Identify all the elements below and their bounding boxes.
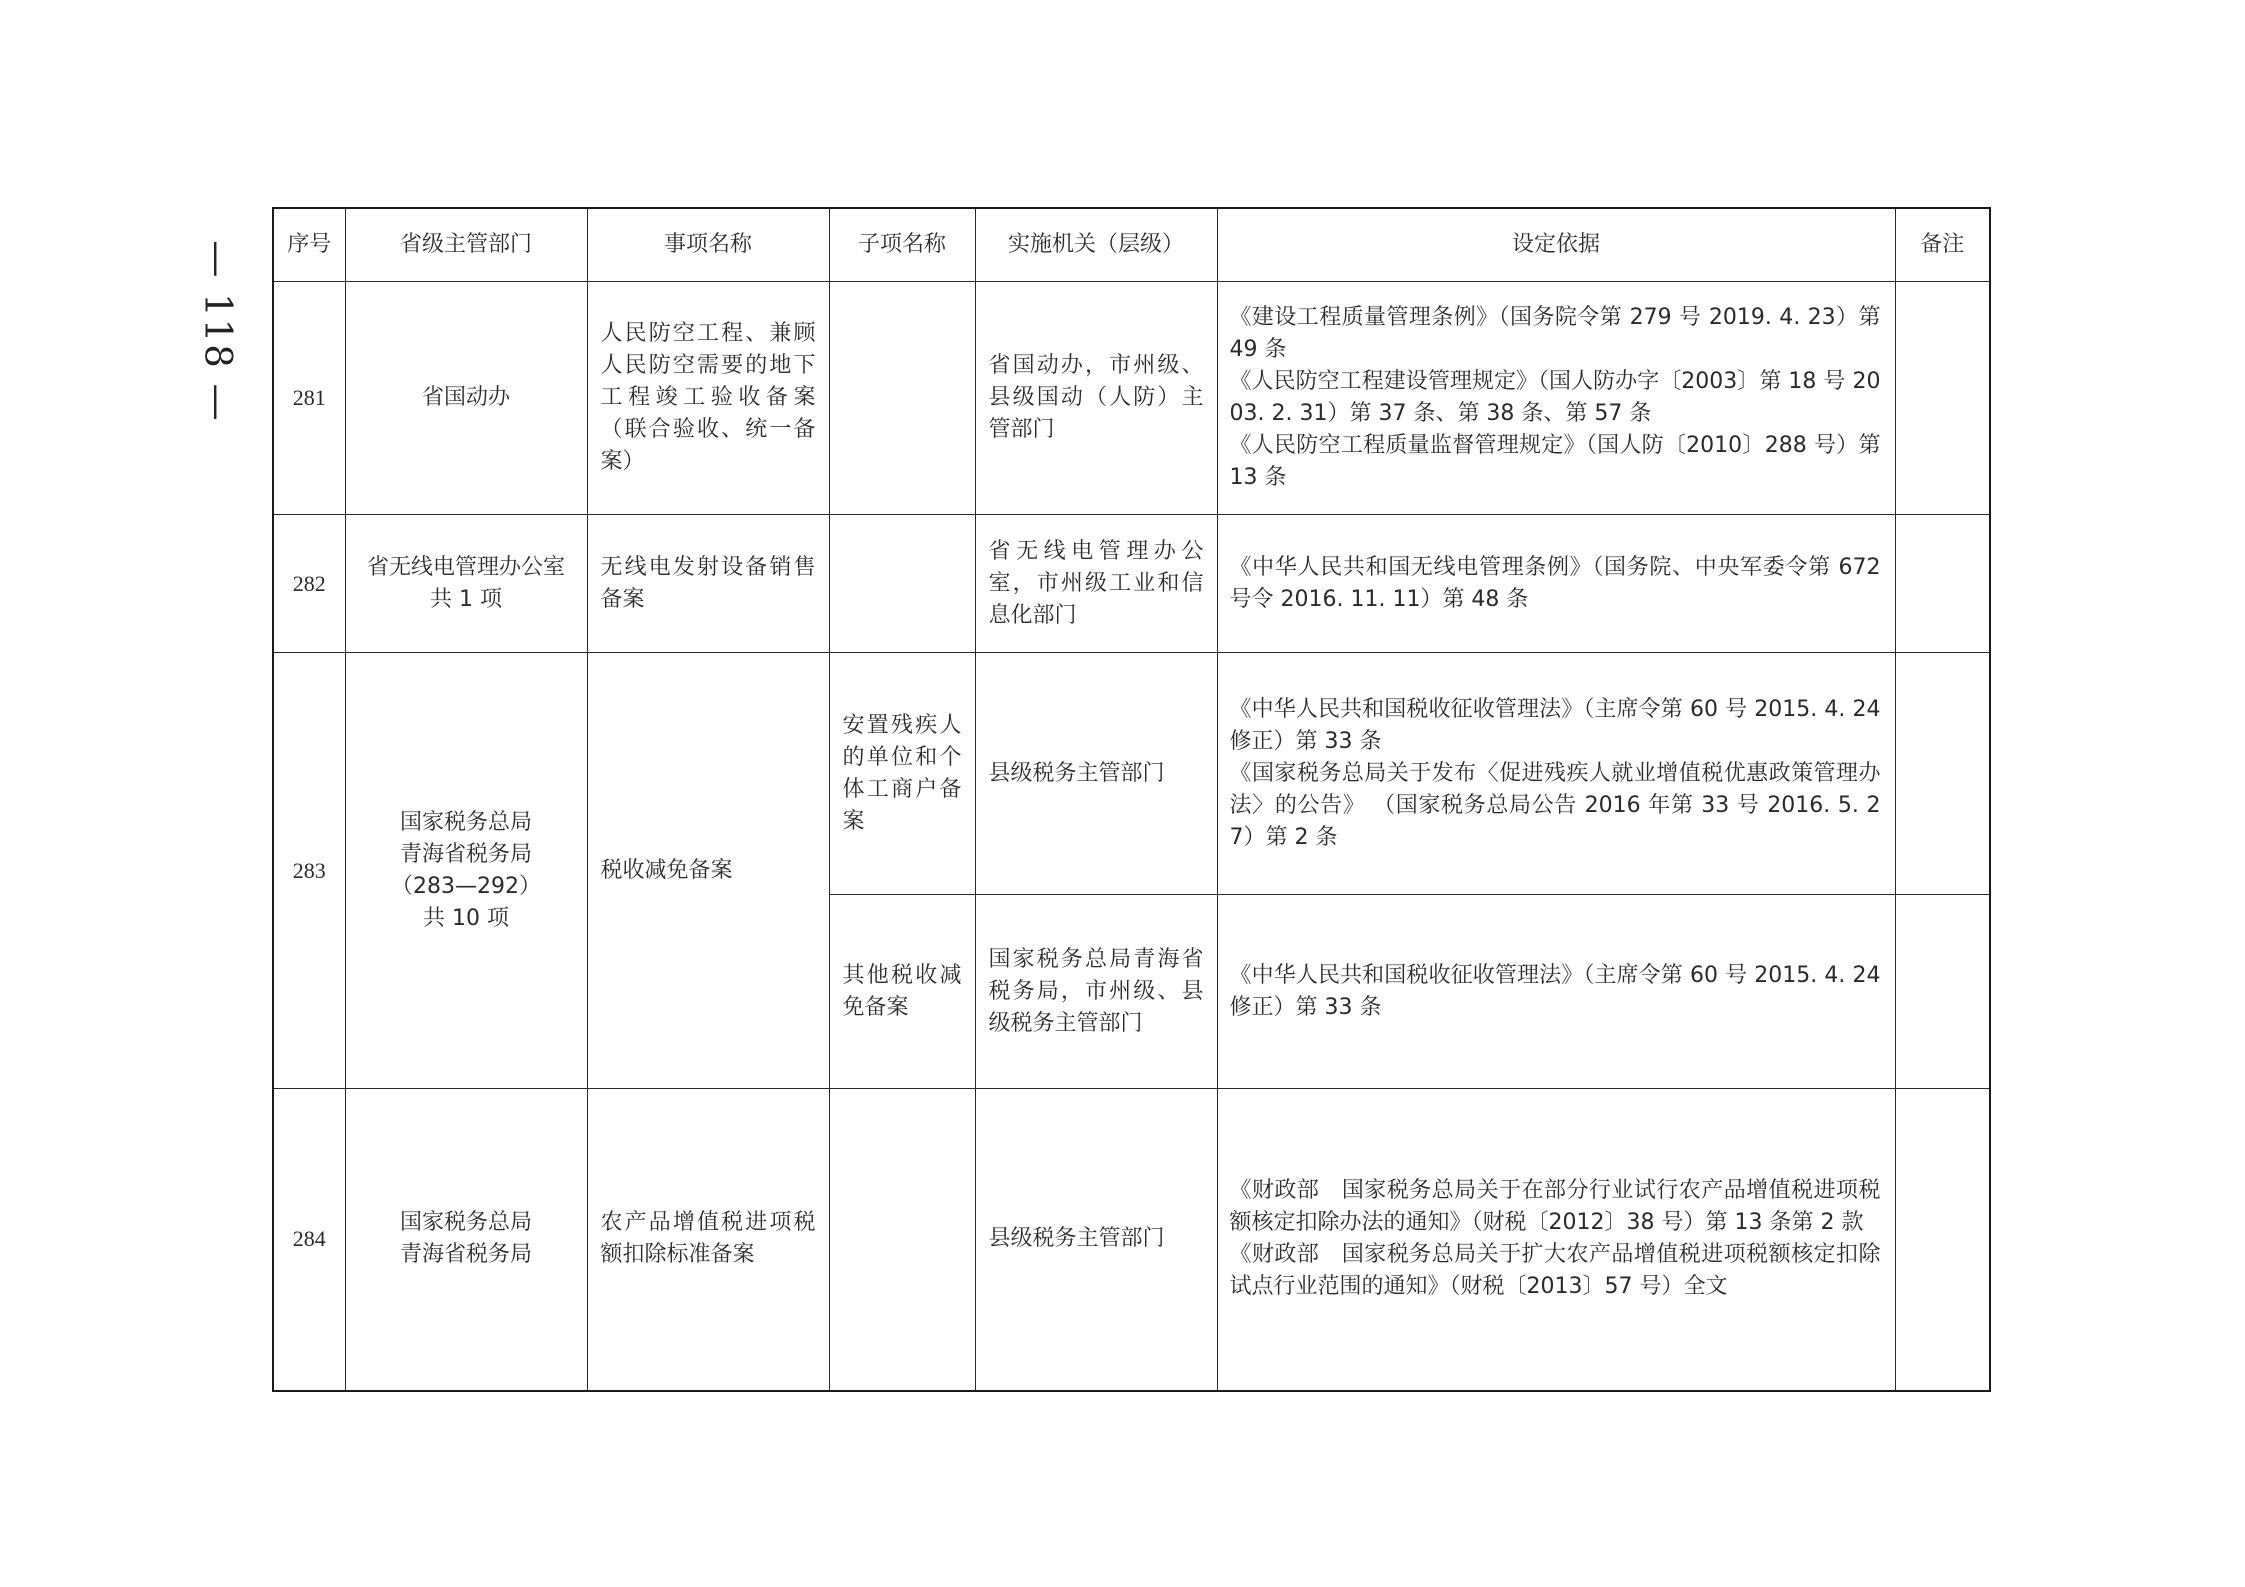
cell-basis [1217,1089,1895,1391]
cell-subitem [829,282,975,515]
cell-basis [1217,515,1895,653]
cell-agency: 县级税务主管部门 [975,1089,1217,1391]
cell-dept [345,1089,587,1391]
header-item: 事项名称 [587,208,829,282]
cell-seq: 284 [273,1089,345,1391]
dept-line: 共 1 项 [430,586,502,612]
cell-subitem [829,515,975,653]
basis-line: 《人民防空工程质量监督管理规定》（国人防〔2010〕288 号）第 13 条 [1229,433,1881,490]
dept-line: 共 10 项 [423,905,509,931]
header-seq: 序号 [273,208,345,282]
page-number [198,238,238,424]
cell-remark [1895,653,1990,895]
cell-remark [1895,515,1990,653]
header-dept: 省级主管部门 [345,208,587,282]
dept-line: （283—292） [391,873,541,899]
header-remark: 备注 [1895,208,1990,282]
table-row [273,653,1990,895]
cell-basis [1217,282,1895,515]
table-row [273,515,1990,653]
cell-subitem: 安置残疾人的单位和个体工商户备案 [829,653,975,895]
dept-line: 国家税务总局 [399,1210,532,1236]
dept-line: 省无线电管理办公室 [366,554,565,580]
dept-line: 青海省税务局 [399,841,532,867]
basis-line: 《中华人民共和国税收征收管理法》（主席令第 60 号 2015. 4. 24 修正）第 33 条 [1229,696,1881,754]
cell-dept [345,515,587,653]
basis-line: 《财政部 国家税务总局关于扩大农产品增值税进项税额核定扣除试点行业范围的通知》（财税〔2013〕57 号）全文 [1229,1242,1881,1300]
basis-line: 《人民防空工程建设管理规定》（国人防办字〔2003〕第 18 号 2003. 2. 31）第 37 条、第 38 条、第 57 条 [1229,369,1881,426]
table-row [273,1089,1990,1391]
dept-line: 青海省税务局 [399,1242,532,1268]
cell-subitem: 其他税收减免备案 [829,895,975,1089]
basis-line: 《中华人民共和国税收征收管理法》（主席令第 60 号 2015. 4. 24 修正）第 33 条 [1229,962,1881,1020]
cell-agency: 县级税务主管部门 [975,653,1217,895]
cell-item: 人民防空工程、兼顾人民防空需要的地下工程竣工验收备案（联合验收、统一备案） [587,282,829,515]
cell-dept [345,653,587,1089]
header-basis: 设定依据 [1217,208,1895,282]
cell-agency: 国家税务总局青海省税务局，市州级、县级税务主管部门 [975,895,1217,1089]
page-number-text: — 118 — [196,239,240,423]
cell-basis [1217,653,1895,895]
cell-basis [1217,895,1895,1089]
cell-item: 农产品增值税进项税额扣除标准备案 [587,1089,829,1391]
header-agency: 实施机关（层级） [975,208,1217,282]
cell-remark [1895,282,1990,515]
basis-line: 《建设工程质量管理条例》（国务院令第 279 号 2019. 4. 23）第 49 条 [1229,305,1881,362]
basis-line: 《财政部 国家税务总局关于在部分行业试行农产品增值税进项税额核定扣除办法的通知》（财税〔2012〕38 号）第 13 条第 2 款 [1229,1178,1881,1236]
cell-item: 税收减免备案 [587,653,829,1089]
basis-line: 《国家税务总局关于发布〈促进残疾人就业增值税优惠政策管理办法〉的公告》 （国家税务总局公告 2016 年第 33 号 2016. 5. 27）第 2 条 [1229,760,1881,850]
cell-seq: 283 [273,653,345,1089]
cell-remark [1895,1089,1990,1391]
cell-dept [345,282,587,515]
cell-seq: 282 [273,515,345,653]
cell-agency: 省国动办，市州级、县级国动（人防）主管部门 [975,282,1217,515]
basis-line: 《中华人民共和国无线电管理条例》（国务院、中央军委令第 672 号令 2016. 11. 11）第 48 条 [1229,554,1881,612]
cell-remark [1895,895,1990,1089]
dept-line: 国家税务总局 [399,809,532,835]
cell-item: 无线电发射设备销售备案 [587,515,829,653]
header-subitem: 子项名称 [829,208,975,282]
table-row [273,282,1990,515]
cell-seq: 281 [273,282,345,515]
cell-subitem [829,1089,975,1391]
cell-agency: 省无线电管理办公室，市州级工业和信息化部门 [975,515,1217,653]
items-table [272,207,1991,1392]
table-header-row [273,208,1990,282]
dept-line: 省国动办 [421,385,510,410]
